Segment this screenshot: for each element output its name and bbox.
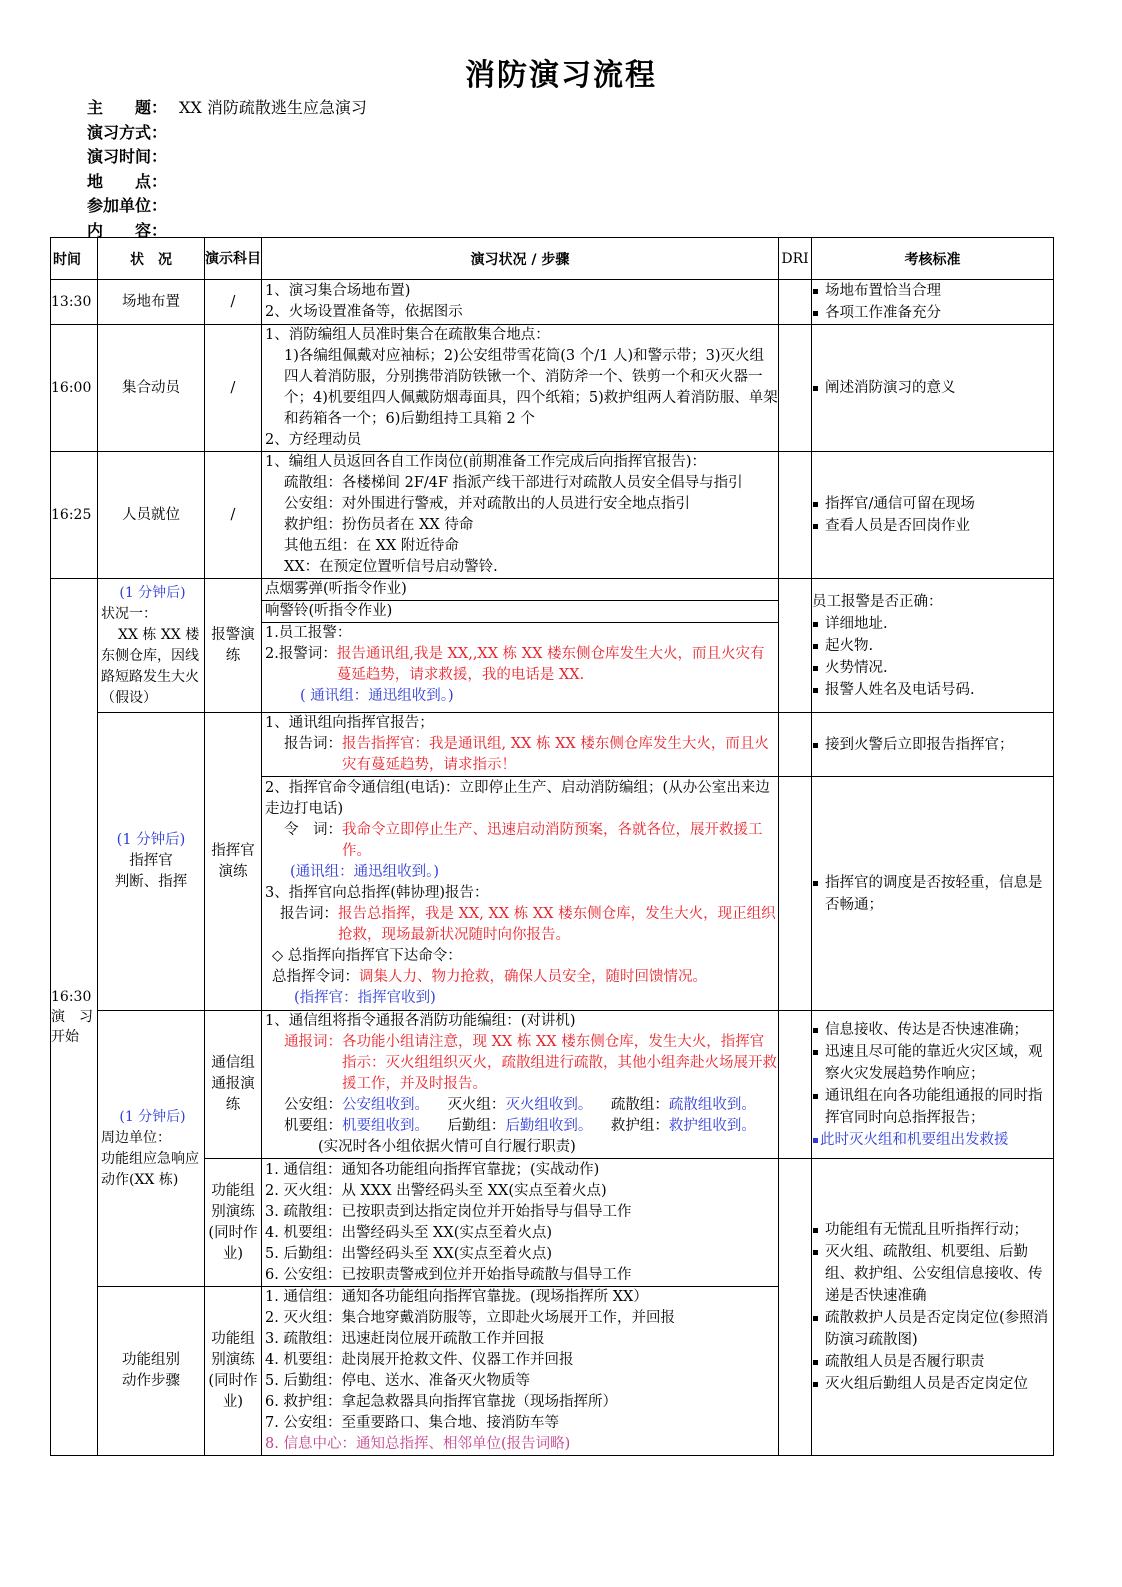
- criteria-item: 接到火警后立即报告指挥官；: [812, 734, 1053, 756]
- step-line: 5. 后勤组：停电、送水、准备灭火物质等: [265, 1373, 530, 1389]
- criteria-item: 查看人员是否回岗作业: [812, 515, 1053, 537]
- criteria-item: 疏散救护人员是否定岗定位(参照消防演习疏散图): [812, 1307, 1053, 1351]
- criteria-head: 员工报警是否正确：: [812, 593, 943, 610]
- step-line: (实况时各小组依据火情可自行履行职责): [318, 1139, 576, 1155]
- table-row: [51, 579, 1054, 713]
- group-reply: 疏散组收到。: [668, 1097, 756, 1113]
- row-status: [98, 579, 205, 713]
- step-line: [262, 1095, 778, 1116]
- step-line: 4. 机要组：赴岗展开抢救文件、仪器工作并回报: [265, 1352, 574, 1368]
- step-line: 7. 公安组：至重要路口、集合地、接消防车等: [265, 1415, 559, 1431]
- row-steps: [262, 452, 779, 579]
- step-line: 2. 灭火组：集合地穿戴消防服等，立即赴火场展开工作，并回报: [265, 1310, 675, 1326]
- row-dri: [779, 713, 812, 777]
- row-status: [98, 1011, 205, 1287]
- step-line: 2. 灭火组：从 XXX 出警经码头至 XX(实点至着火点): [265, 1182, 607, 1199]
- row-status: 集合动员: [98, 325, 205, 452]
- criteria-item: 火势情况.: [812, 657, 1053, 679]
- status-line: 指挥官: [129, 853, 173, 869]
- criteria-item: 通讯组在向各功能组通报的同时指挥官同时向总指挥报告；: [812, 1085, 1053, 1129]
- header-dri: DRI: [779, 238, 812, 280]
- status-line: XX 栋 XX 楼东侧仓库，因线路短路发生大火（假设）: [101, 627, 200, 706]
- header-steps: 演习状况 / 步骤: [262, 238, 779, 280]
- table-row: [51, 713, 1054, 777]
- step-line: 5. 后勤组：出警经码头至 XX(实点至着火点): [265, 1245, 553, 1262]
- status-delay: (1 分钟后): [119, 585, 186, 601]
- step-line: 1、通信组将指令通报各消防功能编组：(对讲机): [265, 1013, 576, 1029]
- header-status: 状 况: [98, 238, 205, 280]
- step-line: 1、演习集合场地布置): [265, 283, 411, 299]
- row-status: 人员就位: [98, 452, 205, 579]
- group-reply: 机要组收到。: [342, 1118, 429, 1134]
- order-text: 我命令立即停止生产、迅速启动消防预案，各就各位，展开救援工作。: [342, 822, 763, 859]
- row-status: [98, 713, 205, 1011]
- row-criteria: [812, 579, 1054, 713]
- row-criteria: [812, 1011, 1054, 1159]
- reply-text: (通讯组：通迅组收到。): [290, 864, 440, 880]
- notice-text: 各功能小组请注意，现 XX 栋 XX 楼东侧仓库，发生大火，指挥官指示：灭火组组织灭火，疏散组进行疏散，其他小组奔赴火场展开救援工作，并及时报告。: [342, 1034, 777, 1092]
- step-line: [262, 967, 778, 988]
- row-criteria: [812, 280, 1054, 325]
- time-label: 演习时间：: [87, 147, 168, 166]
- status-delay: (1 分钟后): [116, 832, 186, 848]
- step-line: 1. 通信组：通知各功能组向指挥官靠拢。(现场指挥所 XX）: [265, 1289, 648, 1305]
- row-steps: [262, 1287, 779, 1456]
- criteria-item: 指挥官的调度是否按轻重，信息是否畅通；: [812, 872, 1053, 916]
- step-line: 3. 疏散组：已按职责到达指定岗位并开始指导与倡导工作: [265, 1203, 632, 1220]
- step-line: 6. 救护组：拿起急救器具向指挥官靠拢（现场指挥所）: [265, 1394, 617, 1410]
- group-label: 后勤组：: [447, 1118, 506, 1134]
- step-line: 1)各编组佩戴对应袖标；2)公安组带雪花筒(3 个/1 人)和警示带；3)灭火组四人着消防服，分别携带消防铁锹一个、消防斧一个、铁剪一个和灭火器一个；4)机要组四人佩戴防烟毒面具，四个纸箱；5)救护组两人着消防服、单架和药箱各一个；6)后勤组持工具箱 2 个: [284, 348, 778, 427]
- group-label: 公安组：: [284, 1097, 342, 1113]
- step-line: 1.员工报警：: [265, 625, 352, 641]
- criteria-item: 功能组有无慌乱且听指挥行动；: [812, 1219, 1053, 1241]
- group-reply: 救护组收到。: [668, 1118, 756, 1134]
- criteria-item: 场地布置恰当合理: [812, 280, 1053, 302]
- step-line: 1、通讯组向指挥官报告；: [265, 715, 434, 731]
- step-line: 1、编组人员返回各自工作岗位(前期准备工作完成后向指挥官报告)：: [265, 454, 707, 470]
- group-reply: 公安组收到。: [342, 1097, 429, 1113]
- row-criteria: [812, 452, 1054, 579]
- step-label: 通报词：: [284, 1034, 342, 1050]
- status-line: 功能组别: [122, 1352, 180, 1368]
- row-steps: [262, 1011, 779, 1159]
- table-row: [51, 452, 1054, 579]
- step-line: 其他五组：在 XX 附近待命: [284, 538, 459, 554]
- step-line: 2、方经理动员: [265, 432, 362, 448]
- units-label: 参加单位：: [87, 196, 168, 215]
- row-time: 16:25: [51, 452, 98, 579]
- status-line: 状况一：: [101, 606, 157, 622]
- group-label: 机要组：: [284, 1118, 342, 1134]
- row-subject: 报警演练: [205, 579, 262, 713]
- criteria-item: 迅速且尽可能的靠近火灾区域，观察火灾发展趋势作响应；: [812, 1041, 1053, 1085]
- step-line: [262, 734, 778, 776]
- row-subject: /: [205, 325, 262, 452]
- row-time: 13:30: [51, 280, 98, 325]
- step-line: 2、指挥官命令通信组(电话)：立即停止生产、启动消防编组；(从办公室出来边走边打电话): [265, 780, 770, 817]
- criteria-item: 信息接收、传达是否快速准确；: [812, 1019, 1053, 1041]
- row-dri: [779, 280, 812, 325]
- step-line: [262, 820, 778, 862]
- step-line: 3. 疏散组：迅速赶岗位展开疏散工作并回报: [265, 1331, 545, 1347]
- step-line: 响警铃(听指令作业): [262, 601, 778, 623]
- status-line: 动作步骤: [122, 1373, 180, 1389]
- row-steps: [262, 777, 779, 1011]
- step-line: [262, 644, 778, 686]
- group-label: 疏散组：: [610, 1097, 669, 1113]
- status-line: 判断、指挥: [114, 874, 188, 890]
- table-row: [51, 325, 1054, 452]
- topic-value: XX 消防疏散逃生应急演习: [179, 98, 367, 117]
- topic-label: 主 题：: [87, 98, 168, 117]
- report-text: 报告总指挥，我是 XX, XX 栋 XX 楼东侧仓库，发生大火，现正组织抢救，现场最新状况随时向你报告。: [338, 906, 776, 943]
- step-line: XX：在预定位置听信号启动警铃.: [284, 559, 498, 575]
- status-delay: (1 分钟后): [119, 1108, 186, 1125]
- step-line: 4. 机要组：出警经码头至 XX(实点至着火点): [265, 1224, 553, 1241]
- table-row: [51, 280, 1054, 325]
- step-label: 2.报警词：: [265, 646, 337, 662]
- row-dri: [779, 1159, 812, 1456]
- mode-label: 演习方式：: [87, 122, 168, 142]
- row-subject: 功能组别演练(同时作业): [205, 1287, 262, 1456]
- step-line: 1、消防编组人员准时集合在疏散集合地点：: [265, 327, 550, 343]
- group-label: 救护组：: [610, 1118, 669, 1134]
- row-steps: [262, 713, 779, 777]
- row-dri: [779, 777, 812, 1011]
- report-text: 报告指挥官：我是通讯组, XX 栋 XX 楼东侧仓库发生大火，而且火灾有蔓延趋势，请求指示！: [342, 736, 769, 773]
- step-line: [262, 1032, 778, 1095]
- row-subject: 指挥官演练: [205, 713, 262, 1011]
- reply-text: (指挥官：指挥官收到): [294, 990, 436, 1006]
- place-label: 地 点：: [87, 171, 168, 191]
- step-line: ◇ 总指挥向指挥官下达命令：: [272, 948, 462, 964]
- header-time: 时间: [51, 238, 98, 280]
- criteria-item: 阐述消防演习的意义: [812, 377, 1053, 399]
- criteria-item: 疏散组人员是否履行职责: [812, 1351, 1053, 1373]
- step-line: 3、指挥官向总指挥(韩协理)报告：: [265, 885, 489, 901]
- row-dri: [779, 1011, 812, 1159]
- criteria-item: 详细地址.: [812, 613, 1053, 635]
- time-value: 16:30: [51, 989, 92, 1005]
- page-title: 消防演习流程: [465, 58, 657, 93]
- step-line: 6. 公安组：已按职责警戒到位并开始指导疏散与倡导工作: [265, 1266, 632, 1283]
- row-criteria: [812, 1159, 1054, 1456]
- row-time: [51, 579, 98, 1456]
- header-subject: 演示科目: [205, 238, 262, 280]
- group-reply: 后勤组收到。: [505, 1118, 593, 1134]
- order-text: 调集人力、物力抢救，确保人员安全，随时回馈情况。: [359, 969, 707, 985]
- row-criteria: [812, 777, 1054, 1011]
- row-steps: [262, 579, 779, 713]
- step-line: 1. 通信组：通知各功能组向指挥官靠拢；(实战动作): [265, 1161, 600, 1178]
- time-label-start: 开始: [51, 1029, 79, 1045]
- step-label: 报告词：: [280, 906, 338, 922]
- step-line: 救护组：扮伤员者在 XX 待命: [284, 517, 474, 533]
- step-line: 8. 信息中心：通知总指挥、相邻单位(报告词略): [265, 1436, 571, 1452]
- step-label: 令 词：: [284, 822, 342, 838]
- row-dri: [779, 452, 812, 579]
- criteria-item: 灭火组后勤组人员是否定岗定位: [812, 1373, 1053, 1395]
- row-subject: /: [205, 452, 262, 579]
- step-line: [262, 904, 778, 946]
- row-steps: [262, 1159, 779, 1287]
- drill-info: [87, 96, 367, 243]
- time-label-drill: 演 习: [51, 1009, 93, 1025]
- step-line: 点烟雾弹(听指令作业): [262, 579, 778, 601]
- step-line: 公安组：对外围进行警戒，并对疏散出的人员进行安全地点指引: [284, 496, 690, 512]
- step-label: 总指挥令词：: [272, 969, 359, 985]
- status-line: 周边单位：: [101, 1129, 171, 1146]
- criteria-item: 报警人姓名及电话号码.: [812, 679, 1053, 701]
- row-status: 场地布置: [98, 280, 205, 325]
- criteria-item: 指挥官/通信可留在现场: [812, 493, 1053, 515]
- criteria-item: 此时灭火组和机要组出发救援: [812, 1129, 1053, 1151]
- criteria-item: 起火物.: [812, 635, 1053, 657]
- criteria-item: 各项工作准备充分: [812, 302, 1053, 324]
- table-row: [51, 1011, 1054, 1159]
- step-line: [262, 1116, 778, 1137]
- status-line: 功能组应急响应动作(XX 栋): [101, 1150, 199, 1188]
- row-subject: /: [205, 280, 262, 325]
- step-label: 报告词：: [284, 736, 342, 752]
- row-dri: [779, 579, 812, 713]
- step-line: 2、火场设置准备等，依据图示: [265, 304, 463, 320]
- row-steps: [262, 280, 779, 325]
- report-text: 报告通讯组,我是 XX,,XX 栋 XX 楼东侧仓库发生大火，而且火灾有蔓延趋势，请求救援，我的电话是 XX.: [336, 646, 765, 683]
- row-subject: 功能组别演练(同时作业): [205, 1159, 262, 1287]
- row-subject: 通信组通报演练: [205, 1011, 262, 1159]
- row-dri: [779, 325, 812, 452]
- row-steps: [262, 325, 779, 452]
- group-label: 灭火组：: [447, 1097, 506, 1113]
- row-criteria: [812, 325, 1054, 452]
- criteria-item: 灭火组、疏散组、机要组、后勤组、救护组、公安组信息接收、传递是否快速准确: [812, 1241, 1053, 1307]
- row-time: 16:00: [51, 325, 98, 452]
- content-label: 内 容：: [87, 220, 168, 240]
- row-criteria: [812, 713, 1054, 777]
- row-status: [98, 1287, 205, 1456]
- step-line: 疏散组：各楼梯间 2F/4F 指派产线干部进行对疏散人员安全倡导与指引: [284, 475, 743, 491]
- header-criteria: 考核标准: [812, 238, 1054, 280]
- reply-text: ( 通讯组：通迅组收到。): [300, 688, 454, 704]
- group-reply: 灭火组收到。: [505, 1097, 593, 1113]
- drill-table: [50, 237, 1054, 1456]
- header-row: [51, 238, 1054, 280]
